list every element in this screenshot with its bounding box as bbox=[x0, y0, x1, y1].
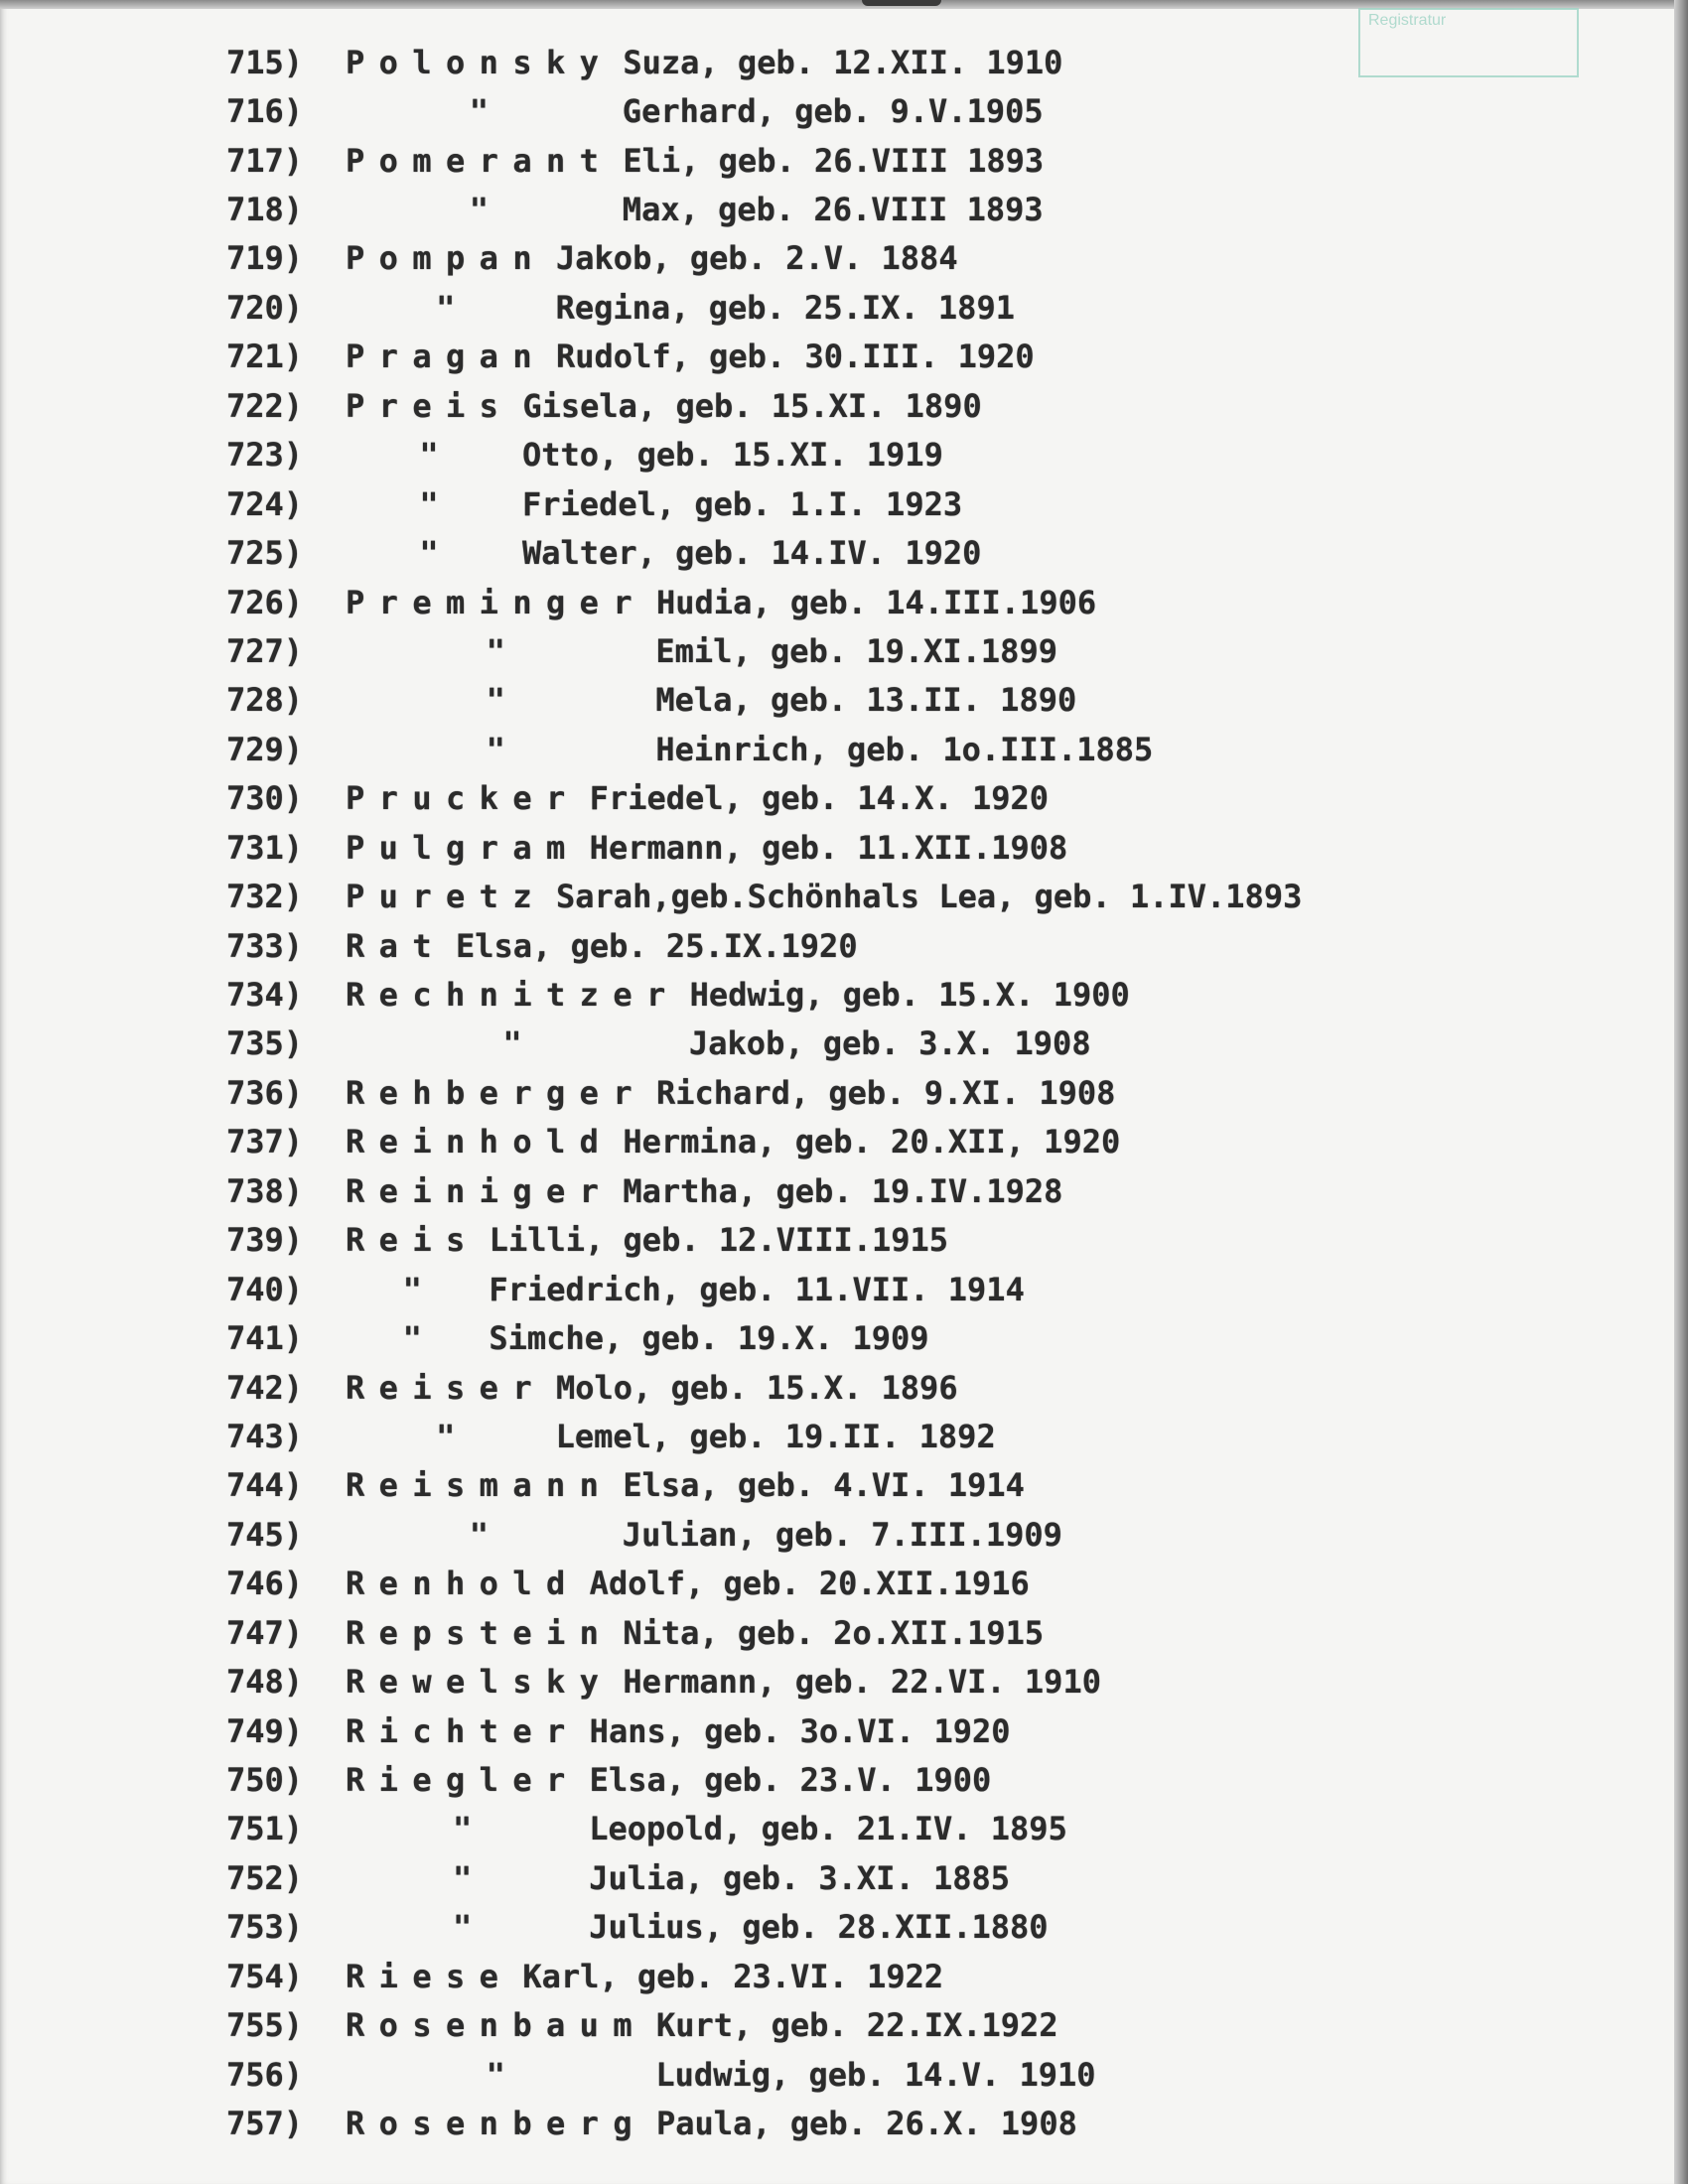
list-item bbox=[226, 431, 1302, 479]
given-name-birthdate: Paula, geb. 26.X. 1908 bbox=[656, 2105, 1077, 2143]
surname: Reiser bbox=[346, 1368, 546, 1407]
list-item bbox=[226, 136, 1302, 185]
ditto-mark: " bbox=[402, 1319, 422, 1358]
scan-edge-shadow bbox=[1674, 0, 1688, 2184]
list-item bbox=[226, 185, 1302, 233]
list-item bbox=[226, 1461, 1302, 1510]
entry-number: 716) bbox=[226, 92, 304, 131]
entry-number: 750) bbox=[226, 1761, 304, 1800]
entry-number: 734) bbox=[226, 976, 304, 1015]
entry-number: 728) bbox=[226, 681, 304, 720]
surname: Pragan bbox=[346, 338, 546, 376]
list-item bbox=[226, 528, 1302, 577]
entry-number: 717) bbox=[226, 141, 304, 180]
given-name-birthdate: Rudolf, geb. 30.III. 1920 bbox=[556, 338, 1035, 376]
ditto-mark: " bbox=[502, 1024, 522, 1063]
ditto-mark: " bbox=[486, 2055, 505, 2094]
ditto-mark: " bbox=[486, 730, 505, 768]
given-name-birthdate: Elsa, geb. 23.V. 1900 bbox=[589, 1761, 992, 1800]
given-name-birthdate: Hedwig, geb. 15.X. 1900 bbox=[689, 976, 1130, 1015]
ditto-mark: " bbox=[452, 1810, 473, 1848]
given-name-birthdate: Gisela, geb. 15.XI. 1890 bbox=[522, 386, 982, 425]
surname: Rewelsky bbox=[346, 1663, 614, 1702]
page-number-mark bbox=[862, 0, 941, 6]
given-name-birthdate: Adolf, geb. 20.XII.1916 bbox=[589, 1565, 1030, 1603]
list-item bbox=[226, 38, 1302, 86]
surname: Prucker bbox=[346, 779, 580, 818]
surname: Reis bbox=[346, 1221, 480, 1260]
entry-number: 754) bbox=[226, 1957, 304, 1995]
list-item bbox=[226, 1657, 1302, 1706]
given-name-birthdate: Simche, geb. 19.X. 1909 bbox=[489, 1319, 929, 1358]
given-name-birthdate: Julius, geb. 28.XII.1880 bbox=[589, 1908, 1049, 1947]
entry-number: 724) bbox=[226, 484, 304, 523]
entry-number: 725) bbox=[226, 534, 304, 573]
surname: Polonsky bbox=[346, 43, 614, 81]
list-item bbox=[226, 676, 1302, 725]
given-name-birthdate: Heinrich, geb. 1o.III.1885 bbox=[655, 730, 1154, 768]
entry-number: 749) bbox=[226, 1711, 304, 1750]
list-item bbox=[226, 921, 1302, 970]
ditto-mark: " bbox=[486, 631, 505, 670]
surname: Rat bbox=[346, 926, 446, 965]
list-item bbox=[226, 970, 1302, 1019]
entry-number: 735) bbox=[226, 1024, 304, 1063]
given-name-birthdate: Julian, geb. 7.III.1909 bbox=[622, 1515, 1062, 1554]
given-name-birthdate: Kurt, geb. 22.IX.1922 bbox=[656, 2006, 1058, 2045]
given-name-birthdate: Friedel, geb. 1.I. 1923 bbox=[522, 484, 963, 523]
entry-number: 741) bbox=[226, 1319, 304, 1358]
surname: Repstein bbox=[346, 1613, 614, 1652]
ditto-mark: " bbox=[469, 191, 490, 229]
given-name-birthdate: Hermann, geb. 11.XII.1908 bbox=[589, 828, 1068, 867]
ditto-mark: " bbox=[452, 1908, 473, 1947]
list-item bbox=[226, 1068, 1302, 1117]
list-item bbox=[226, 333, 1302, 381]
given-name-birthdate: Regina, geb. 25.IX. 1891 bbox=[555, 288, 1015, 327]
list-item bbox=[226, 283, 1302, 332]
given-name-birthdate: Emil, geb. 19.XI.1899 bbox=[655, 631, 1057, 670]
entry-number: 729) bbox=[226, 730, 304, 768]
list-item bbox=[226, 626, 1302, 675]
given-name-birthdate: Suza, geb. 12.XII. 1910 bbox=[623, 43, 1063, 81]
list-item bbox=[226, 1903, 1302, 1952]
given-name-birthdate: Richard, geb. 9.XI. 1908 bbox=[656, 1073, 1116, 1112]
entry-number: 739) bbox=[226, 1221, 304, 1260]
ditto-mark: " bbox=[486, 681, 505, 720]
name-list bbox=[226, 38, 1302, 2148]
given-name-birthdate: Hudia, geb. 14.III.1906 bbox=[656, 583, 1097, 621]
entry-number: 737) bbox=[226, 1123, 304, 1161]
given-name-birthdate: Mela, geb. 13.II. 1890 bbox=[655, 681, 1077, 720]
entry-number: 733) bbox=[226, 926, 304, 965]
list-item bbox=[226, 2050, 1302, 2099]
entry-number: 753) bbox=[226, 1908, 304, 1947]
list-item bbox=[226, 1853, 1302, 1902]
ditto-mark: " bbox=[419, 484, 439, 523]
surname: Preis bbox=[346, 386, 513, 425]
ditto-mark: " bbox=[452, 1858, 473, 1897]
given-name-birthdate: Hans, geb. 3o.VI. 1920 bbox=[589, 1711, 1011, 1750]
entry-number: 746) bbox=[226, 1565, 304, 1603]
given-name-birthdate: Elsa, geb. 25.IX.1920 bbox=[456, 926, 858, 965]
list-item bbox=[226, 1020, 1302, 1068]
surname: Rechnitzer bbox=[346, 976, 680, 1015]
given-name-birthdate: Friedel, geb. 14.X. 1920 bbox=[589, 779, 1050, 818]
entry-number: 730) bbox=[226, 779, 304, 818]
entry-number: 756) bbox=[226, 2055, 304, 2094]
ditto-mark: " bbox=[436, 288, 456, 327]
entry-number: 727) bbox=[226, 631, 304, 670]
given-name-birthdate: Lemel, geb. 19.II. 1892 bbox=[555, 1417, 996, 1455]
entry-number: 742) bbox=[226, 1368, 304, 1407]
list-item bbox=[226, 1216, 1302, 1265]
entry-number: 747) bbox=[226, 1613, 304, 1652]
surname: Rehberger bbox=[346, 1073, 646, 1112]
given-name-birthdate: Friedrich, geb. 11.VII. 1914 bbox=[489, 1270, 1025, 1308]
surname: Pulgram bbox=[346, 828, 580, 867]
list-item bbox=[226, 1166, 1302, 1215]
given-name-birthdate: Ludwig, geb. 14.V. 1910 bbox=[655, 2055, 1096, 2094]
entry-number: 743) bbox=[226, 1417, 304, 1455]
list-item bbox=[226, 1755, 1302, 1804]
given-name-birthdate: Hermina, geb. 20.XII, 1920 bbox=[623, 1123, 1121, 1161]
list-item bbox=[226, 2099, 1302, 2147]
list-item bbox=[226, 1952, 1302, 2000]
given-name-birthdate: Nita, geb. 2o.XII.1915 bbox=[623, 1613, 1045, 1652]
list-item bbox=[226, 381, 1302, 430]
entry-number: 731) bbox=[226, 828, 304, 867]
list-item bbox=[226, 1412, 1302, 1460]
given-name-birthdate: Julia, geb. 3.XI. 1885 bbox=[589, 1858, 1011, 1897]
given-name-birthdate: Karl, geb. 23.VI. 1922 bbox=[522, 1957, 944, 1995]
entry-number: 722) bbox=[226, 386, 304, 425]
entry-number: 719) bbox=[226, 239, 304, 278]
surname: Pomerant bbox=[346, 141, 614, 180]
list-item bbox=[226, 1265, 1302, 1313]
given-name-birthdate: Lilli, geb. 12.VIII.1915 bbox=[489, 1221, 949, 1260]
entry-number: 738) bbox=[226, 1171, 304, 1210]
list-item bbox=[226, 1363, 1302, 1412]
entry-number: 723) bbox=[226, 436, 304, 475]
entry-number: 720) bbox=[226, 288, 304, 327]
list-item bbox=[226, 1313, 1302, 1362]
given-name-birthdate: Martha, geb. 19.IV.1928 bbox=[623, 1171, 1063, 1210]
surname: Pompan bbox=[346, 239, 546, 278]
list-item bbox=[226, 479, 1302, 528]
list-item bbox=[226, 578, 1302, 626]
entry-number: 718) bbox=[226, 191, 304, 229]
list-item bbox=[226, 1510, 1302, 1559]
surname: Preminger bbox=[346, 583, 646, 621]
surname: Reismann bbox=[346, 1466, 614, 1505]
given-name-birthdate: Walter, geb. 14.IV. 1920 bbox=[522, 534, 982, 573]
surname: Rosenberg bbox=[346, 2105, 646, 2143]
entry-number: 755) bbox=[226, 2006, 304, 2045]
given-name-birthdate: Gerhard, geb. 9.V.1905 bbox=[622, 92, 1044, 131]
list-item bbox=[226, 872, 1302, 920]
entry-number: 748) bbox=[226, 1663, 304, 1702]
entry-number: 757) bbox=[226, 2105, 304, 2143]
surname: Riese bbox=[346, 1957, 513, 1995]
list-item bbox=[226, 1608, 1302, 1657]
entry-number: 752) bbox=[226, 1858, 304, 1897]
list-item bbox=[226, 2001, 1302, 2050]
entry-number: 745) bbox=[226, 1515, 304, 1554]
entry-number: 744) bbox=[226, 1466, 304, 1505]
given-name-birthdate: Elsa, geb. 4.VI. 1914 bbox=[623, 1466, 1025, 1505]
list-item bbox=[226, 1706, 1302, 1755]
list-item bbox=[226, 1805, 1302, 1853]
given-name-birthdate: Jakob, geb. 2.V. 1884 bbox=[556, 239, 958, 278]
list-item bbox=[226, 1118, 1302, 1166]
surname: Richter bbox=[346, 1711, 580, 1750]
given-name-birthdate: Eli, geb. 26.VIII 1893 bbox=[623, 141, 1045, 180]
given-name-birthdate: Hermann, geb. 22.VI. 1910 bbox=[623, 1663, 1101, 1702]
surname: Riegler bbox=[346, 1761, 580, 1800]
entry-number: 715) bbox=[226, 43, 304, 81]
ditto-mark: " bbox=[402, 1270, 422, 1308]
list-item bbox=[226, 774, 1302, 823]
given-name-birthdate: Otto, geb. 15.XI. 1919 bbox=[522, 436, 943, 475]
surname: Reiniger bbox=[346, 1171, 614, 1210]
entry-number: 732) bbox=[226, 878, 304, 916]
given-name-birthdate: Molo, geb. 15.X. 1896 bbox=[556, 1368, 958, 1407]
list-item bbox=[226, 725, 1302, 773]
list-item bbox=[226, 234, 1302, 283]
entry-number: 736) bbox=[226, 1073, 304, 1112]
given-name-birthdate: Max, geb. 26.VIII 1893 bbox=[622, 191, 1044, 229]
surname: Puretz bbox=[346, 878, 546, 916]
surname: Rosenbaum bbox=[346, 2006, 646, 2045]
entry-number: 726) bbox=[226, 583, 304, 621]
entry-number: 721) bbox=[226, 338, 304, 376]
ditto-mark: " bbox=[419, 534, 439, 573]
ditto-mark: " bbox=[419, 436, 439, 475]
list-item bbox=[226, 823, 1302, 872]
given-name-birthdate: Leopold, geb. 21.IV. 1895 bbox=[589, 1810, 1067, 1848]
entry-number: 740) bbox=[226, 1270, 304, 1308]
ditto-mark: " bbox=[469, 92, 490, 131]
surname: Renhold bbox=[346, 1565, 580, 1603]
surname: Reinhold bbox=[346, 1123, 614, 1161]
list-item bbox=[226, 86, 1302, 135]
given-name-birthdate: Jakob, geb. 3.X. 1908 bbox=[689, 1024, 1091, 1063]
ditto-mark: " bbox=[436, 1417, 456, 1455]
entry-number: 751) bbox=[226, 1810, 304, 1848]
list-item bbox=[226, 1560, 1302, 1608]
given-name-birthdate: Sarah,geb.Schönhals Lea, geb. 1.IV.1893 bbox=[556, 878, 1303, 916]
registry-stamp: Registratur bbox=[1358, 8, 1579, 77]
ditto-mark: " bbox=[469, 1515, 490, 1554]
